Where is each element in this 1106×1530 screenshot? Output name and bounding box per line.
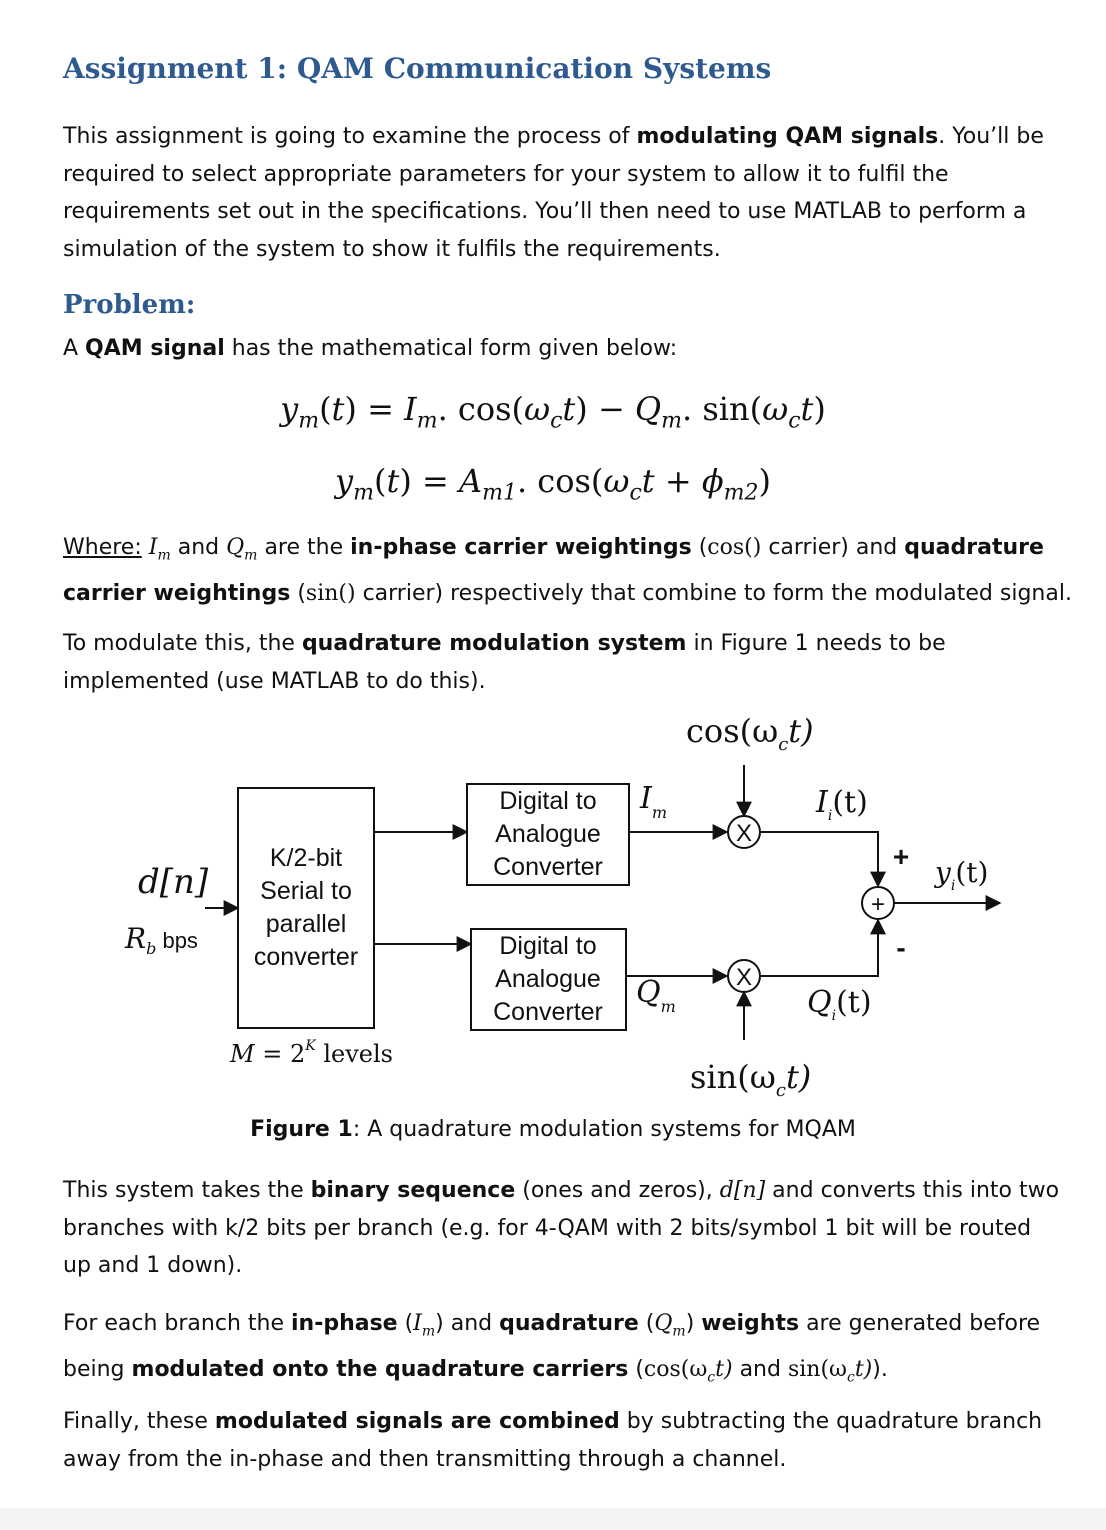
sp-line-3: parallel xyxy=(265,910,347,938)
sp-line-2: Serial to xyxy=(260,877,352,905)
lower-multiplier-symbol: X xyxy=(735,964,753,991)
problem-heading: Problem: xyxy=(63,290,196,320)
upper-multiplier-symbol: X xyxy=(735,820,753,847)
sin-carrier-label: $\sin(\omega_ct)$ xyxy=(690,1058,812,1101)
summer-symbol: + xyxy=(870,891,886,918)
sp-line-4: converter xyxy=(253,943,359,971)
binary-paragraph: This system takes the binary sequence (ones and zeros), d[n] and converts this into two branches with k/2 bits per branch (e.g. for 4-QAM with 2 bits/symbol 1 bit will be routed up and 1 down). xyxy=(63,1178,1060,1278)
page-bottom-edge xyxy=(0,1508,1106,1530)
final-paragraph: Finally, these modulated signals are combined by subtracting the quadrature branch away from the in-phase and then transmitting through a channel. xyxy=(63,1409,1043,1472)
dac-lower-line-2: Analogue xyxy=(495,965,601,993)
levels-label: $M = 2^K$ levels xyxy=(230,1038,393,1068)
equation-1-text: $y_m(t) = I_m$. $\cos(\omega_ct) - Q_m$. $\sin(\omega_ct)$ xyxy=(280,390,826,434)
intro-paragraph: This assignment is going to examine the process of modulating QAM signals. You’ll be required to select appropriate parameters for your system to allow it to fulfil the requirements set out in the specifications. You’ll then need to use MATLAB to perform a simulation of the system to show it fulfils the requirements. xyxy=(63,124,1044,262)
output-label: $y_i(t)$ xyxy=(935,856,989,894)
dac-lower-line-1: Digital to xyxy=(499,932,597,960)
q-branch-label: $Q_i(t)$ xyxy=(807,985,872,1024)
minus-sign: - xyxy=(896,932,906,963)
dac-upper-line-1: Digital to xyxy=(499,787,597,815)
problem-paragraph: A QAM signal has the mathematical form given below: xyxy=(63,336,678,361)
modulate-paragraph: To modulate this, the quadrature modulation system in Figure 1 needs to be implemented (use MATLAB to do this). xyxy=(63,631,946,694)
page-title: Assignment 1: QAM Communication Systems xyxy=(63,52,772,85)
equation-2-text: $y_m(t) = A_{m1}$. $\cos(\omega_ct + \phi_{m2})$ xyxy=(335,462,771,506)
plus-sign: + xyxy=(892,841,910,872)
i-branch-label: $I_i(t)$ xyxy=(816,785,868,824)
dac-upper-line-3: Converter xyxy=(493,853,603,881)
im-label: $I_m$ xyxy=(640,781,668,822)
dac-lower-line-3: Converter xyxy=(493,998,603,1026)
sp-line-1: K/2-bit xyxy=(269,844,343,872)
dac-upper-line-2: Analogue xyxy=(495,820,601,848)
qam-block-diagram xyxy=(0,700,1106,1110)
cos-carrier-label: $\cos(\omega_ct)$ xyxy=(686,712,814,755)
figure-caption: Figure 1: A quadrature modulation systems for MQAM xyxy=(250,1117,856,1142)
equation-1 xyxy=(0,390,1106,433)
input-label: d[n] xyxy=(138,862,209,902)
rate-label: $R_b$ $^{bps}$ xyxy=(125,922,198,958)
serial-to-parallel-box xyxy=(238,788,374,1028)
branch-paragraph: For each branch the in-phase $(I_m)$ and quadrature $(Q_m)$ weights are generated before being modulated onto the quadrature carriers ($\cos(\omega_ct)$ and $\sin(\omega_ct)$). xyxy=(63,1311,1041,1386)
equation-2 xyxy=(0,462,1106,505)
i-branch-line xyxy=(760,832,878,886)
where-paragraph: Where: $I_m$ and $Q_m$ are the in-phase carrier weightings (cos() carrier) and quadrature carrier weightings (sin() carrier) respectively that combine to form the modulated signal. xyxy=(63,535,1072,606)
q-branch-line xyxy=(760,920,878,976)
qm-label: $Q_m$ xyxy=(636,975,676,1016)
